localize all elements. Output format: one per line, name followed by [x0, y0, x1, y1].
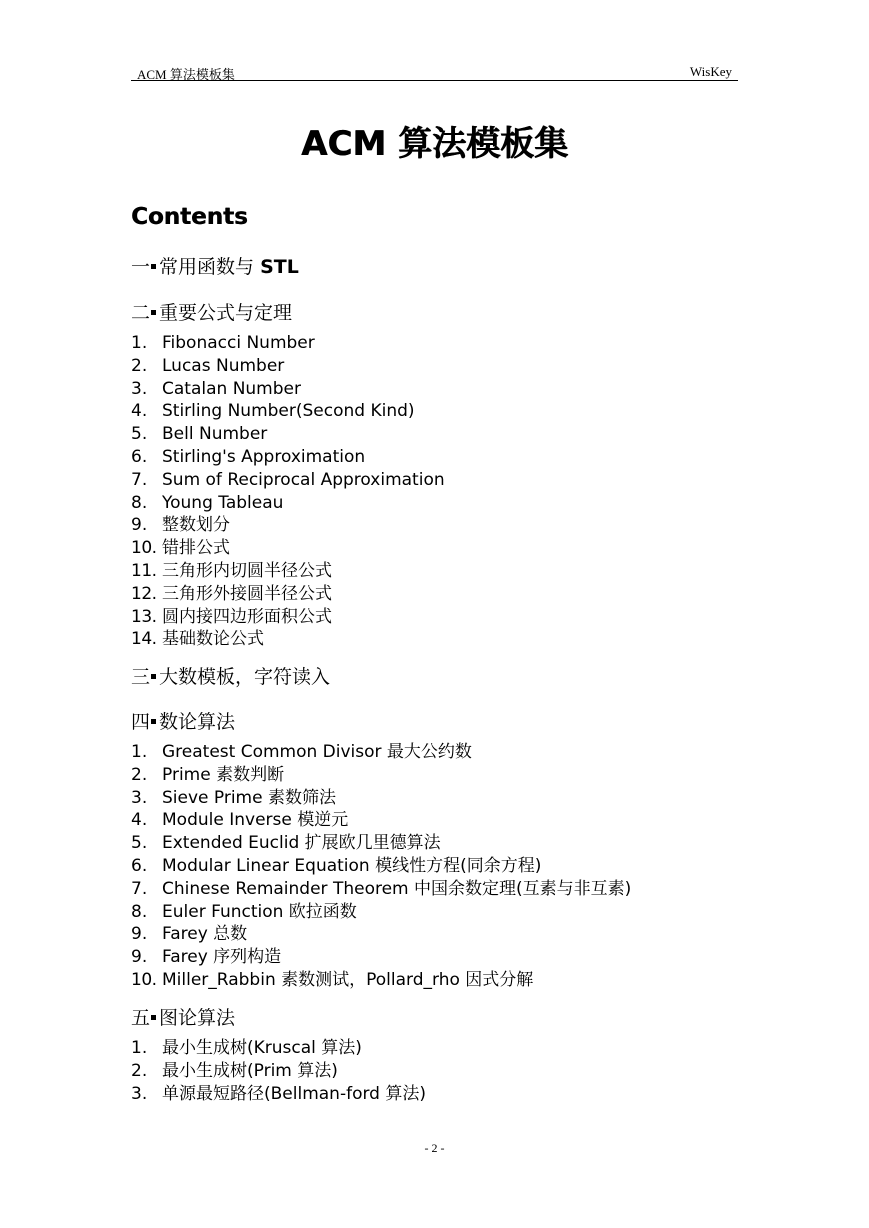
list-item	[131, 832, 631, 855]
section-title: 数论算法	[159, 711, 236, 733]
section-heading-3	[131, 662, 330, 689]
item-text: Chinese Remainder Theorem 中国余数定理(互素与非互素)	[162, 878, 632, 899]
item-text: Fibonacci Number	[162, 333, 315, 353]
list-item	[131, 969, 631, 992]
item-text: 三角形外接圆半径公式	[162, 583, 332, 604]
item-number: 14.	[131, 629, 157, 650]
section-ordinal: 三	[131, 666, 151, 688]
item-number: 9.	[131, 924, 148, 945]
item-number: 3.	[131, 1083, 148, 1104]
list-item	[131, 400, 445, 423]
list-item	[131, 537, 445, 560]
item-text: Euler Function 欧拉函数	[162, 901, 357, 922]
list-item	[131, 628, 445, 651]
item-number: 2.	[131, 764, 148, 785]
list-item	[131, 787, 631, 810]
item-number: 6.	[131, 855, 148, 876]
item-number: 4.	[131, 401, 148, 422]
section-title: 图论算法	[159, 1007, 236, 1029]
item-number: 10.	[131, 969, 157, 990]
page-number: - 2 -	[424, 1141, 445, 1155]
item-text: Module Inverse 模逆元	[162, 810, 349, 831]
item-number: 3.	[131, 787, 148, 808]
item-number: 4.	[131, 810, 148, 831]
running-header-title: ACM 算法模板集	[137, 67, 235, 82]
list-item	[131, 878, 631, 901]
item-text: Catalan Number	[162, 378, 301, 399]
item-number: 12.	[131, 583, 157, 604]
list-item	[131, 492, 445, 515]
bullet-icon	[151, 719, 156, 724]
item-number: 10.	[131, 538, 157, 559]
item-text: 错排公式	[162, 538, 230, 559]
header-rule	[131, 80, 738, 81]
item-text: Bell Number	[162, 424, 268, 445]
item-number: 7.	[131, 469, 148, 490]
item-number: 9.	[131, 515, 148, 536]
item-text: Modular Linear Equation 模线性方程(同余方程)	[162, 855, 542, 876]
list-item	[131, 1060, 426, 1083]
list-item	[131, 446, 445, 469]
item-text: Sieve Prime 素数筛法	[162, 787, 336, 808]
item-text: 整数划分	[162, 515, 230, 536]
list-item	[131, 606, 445, 629]
list-item	[131, 583, 445, 606]
list-item	[131, 901, 631, 924]
item-number: 1.	[131, 333, 148, 353]
section-heading-5	[131, 1003, 235, 1030]
item-text: 三角形内切圆半径公式	[162, 560, 332, 581]
section-ordinal: 二	[131, 302, 151, 324]
section-title: 重要公式与定理	[159, 302, 293, 324]
item-number: 1.	[131, 1038, 148, 1058]
list-item	[131, 378, 445, 401]
list-item	[131, 423, 445, 446]
list-item	[131, 1037, 426, 1060]
list-item	[131, 355, 445, 378]
item-number: 6.	[131, 446, 148, 467]
bullet-icon	[151, 674, 156, 679]
section-ordinal: 四	[131, 711, 151, 733]
item-text: Greatest Common Divisor 最大公约数	[162, 742, 472, 762]
item-number: 2.	[131, 355, 148, 376]
document-title: ACM 算法模板集	[301, 124, 568, 164]
item-number: 7.	[131, 878, 148, 899]
section-heading-2	[131, 298, 292, 325]
list-item	[131, 741, 631, 764]
list-item	[131, 514, 445, 537]
item-text: 最小生成树(Kruscal 算法)	[162, 1038, 362, 1058]
list-item	[131, 764, 631, 787]
list-item	[131, 923, 631, 946]
item-number: 1.	[131, 742, 148, 762]
section-4-list	[131, 741, 631, 992]
section-5-list	[131, 1037, 426, 1105]
item-text: 单源最短路径(Bellman-ford 算法)	[162, 1083, 426, 1104]
item-text: Farey 总数	[162, 924, 248, 945]
item-text: 基础数论公式	[162, 629, 264, 650]
item-text: Prime 素数判断	[162, 764, 285, 785]
contents-heading: Contents	[131, 204, 248, 230]
running-header-author: WisKey	[689, 64, 732, 79]
section-ordinal: 五	[131, 1007, 151, 1029]
section-ordinal: 一	[131, 256, 151, 278]
item-text: Miller_Rabbin 素数测试，Pollard_rho 因式分解	[162, 969, 534, 990]
item-text: 最小生成树(Prim 算法)	[162, 1060, 338, 1081]
item-text: Young Tableau	[162, 492, 284, 513]
item-number: 11.	[131, 560, 157, 581]
list-item	[131, 1083, 426, 1106]
item-text: Extended Euclid 扩展欧几里德算法	[162, 833, 441, 854]
bullet-icon	[151, 1015, 156, 1020]
item-number: 5.	[131, 424, 148, 445]
section-heading-4	[131, 707, 235, 734]
item-number: 9.	[131, 947, 148, 968]
item-text: Stirling's Approximation	[162, 446, 366, 467]
item-number: 8.	[131, 492, 148, 513]
item-number: 13.	[131, 606, 157, 627]
item-text: Lucas Number	[162, 355, 285, 376]
item-number: 8.	[131, 901, 148, 922]
list-item	[131, 469, 445, 492]
list-item	[131, 809, 631, 832]
bullet-icon	[151, 310, 156, 315]
section-heading-1	[131, 252, 299, 279]
item-number: 5.	[131, 833, 148, 854]
item-text: Sum of Reciprocal Approximation	[162, 469, 445, 490]
section-2-list	[131, 332, 445, 651]
item-text: Stirling Number(Second Kind)	[162, 401, 415, 422]
list-item	[131, 946, 631, 969]
item-text: Farey 序列构造	[162, 947, 282, 968]
list-item	[131, 332, 445, 355]
list-item	[131, 560, 445, 583]
item-text: 圆内接四边形面积公式	[162, 606, 332, 627]
item-number: 2.	[131, 1060, 148, 1081]
item-number: 3.	[131, 378, 148, 399]
section-title: 大数模板，字符读入	[159, 666, 331, 688]
section-title-bold: STL	[260, 256, 299, 278]
list-item	[131, 855, 631, 878]
bullet-icon	[151, 264, 156, 269]
section-title: 常用函数与	[159, 256, 261, 278]
